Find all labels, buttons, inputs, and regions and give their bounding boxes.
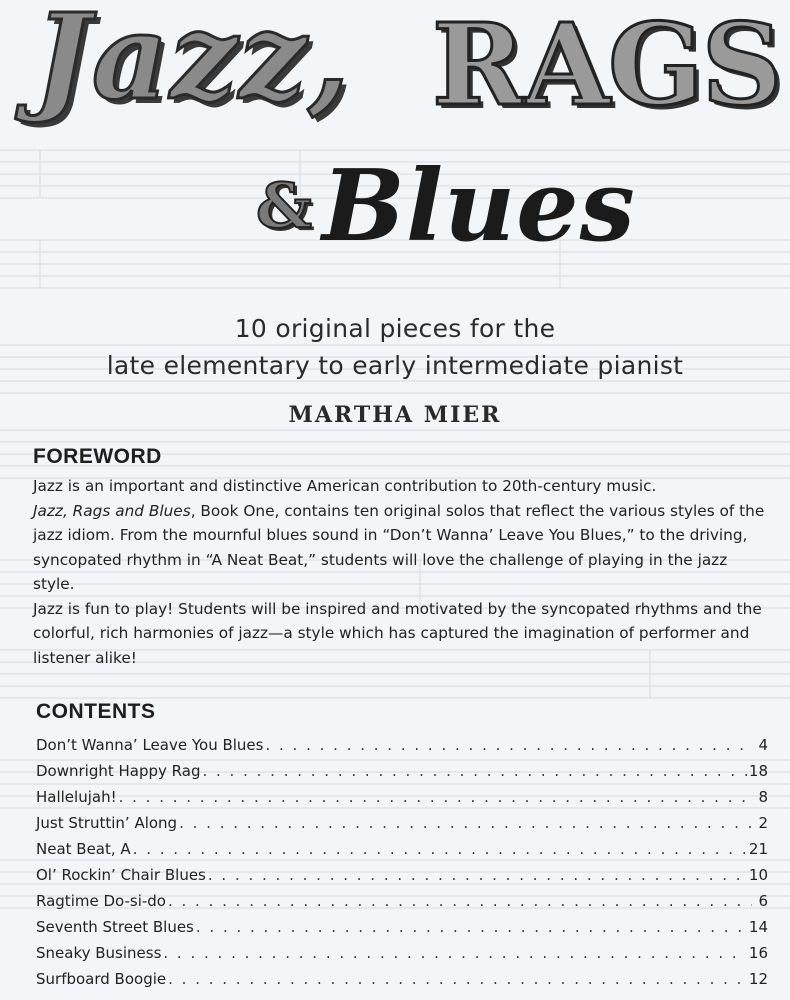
toc-entry-page: 2 xyxy=(758,814,768,832)
toc-entry-title: Neat Beat, A xyxy=(36,840,131,858)
toc-entry-page: 4 xyxy=(758,736,768,754)
toc-entry-title: Hallelujah! xyxy=(36,788,117,806)
toc-entry-page: 18 xyxy=(748,762,768,780)
toc-entry xyxy=(36,940,768,966)
subtitle-line-2: late elementary to early intermediate pianist xyxy=(106,351,684,380)
toc-entry xyxy=(36,810,768,836)
toc-entry-title: Seventh Street Blues xyxy=(36,918,194,936)
toc-entry-page: 6 xyxy=(758,892,768,910)
toc-entry xyxy=(36,732,768,758)
foreword-text xyxy=(33,474,773,670)
table-of-contents xyxy=(36,732,768,992)
toc-entry-title: Ragtime Do-si-do xyxy=(36,892,166,910)
toc-dot-leader xyxy=(202,758,746,784)
toc-entry-title: Surfboard Boogie xyxy=(36,970,167,988)
title-ampersand: & xyxy=(256,169,312,242)
foreword-paragraph-1 xyxy=(33,474,773,597)
foreword-paragraph-2: Jazz is fun to play! Students will be inspired and motivated by the syncopated rhythms and the colorful, rich harmonies of jazz—a style which has captured the imagination of performer and listener alike! xyxy=(33,599,762,667)
toc-entry-title: Just Struttin’ Along xyxy=(36,814,178,832)
toc-dot-leader xyxy=(168,888,752,914)
toc-dot-leader xyxy=(179,810,752,836)
toc-dot-leader xyxy=(208,862,747,888)
toc-entry xyxy=(36,914,768,940)
toc-entry xyxy=(36,758,768,784)
foreword-book-title: Jazz, Rags and Blues xyxy=(33,501,191,520)
foreword-heading: FOREWORD xyxy=(33,445,162,468)
toc-dot-leader xyxy=(265,732,752,758)
subtitle-line-1: 10 original pieces for the xyxy=(234,314,556,343)
toc-dot-leader xyxy=(196,914,747,940)
title-word-jazz: Jazz, xyxy=(34,0,352,126)
toc-entry-title: Ol’ Rockin’ Chair Blues xyxy=(36,866,206,884)
toc-entry-page: 8 xyxy=(758,788,768,806)
toc-dot-leader xyxy=(119,784,752,810)
toc-entry xyxy=(36,836,768,862)
toc-entry-page: 12 xyxy=(748,970,768,988)
toc-entry-page: 10 xyxy=(748,866,768,884)
toc-entry-page: 14 xyxy=(748,918,768,936)
toc-entry-title: Don’t Wanna’ Leave You Blues xyxy=(36,736,264,754)
toc-entry-title: Downright Happy Rag xyxy=(36,762,201,780)
title-word-blues: Blues xyxy=(322,149,636,264)
toc-entry-title: Sneaky Business xyxy=(36,944,162,962)
toc-dot-leader xyxy=(168,966,747,992)
foreword-p1-intro: Jazz is an important and distinctive American contribution to 20th-century music. xyxy=(33,477,657,495)
toc-entry-page: 21 xyxy=(748,840,768,858)
title-word-rags: RAGS xyxy=(432,0,781,131)
toc-dot-leader xyxy=(163,940,747,966)
author-name: MARTHA MIER xyxy=(288,402,502,428)
toc-entry xyxy=(36,784,768,810)
contents-heading: CONTENTS xyxy=(36,700,156,723)
toc-entry xyxy=(36,966,768,992)
toc-entry xyxy=(36,862,768,888)
toc-entry-page: 16 xyxy=(748,944,768,962)
toc-dot-leader xyxy=(133,836,747,862)
foreword-p1-rest: , Book One, contains ten original solos that reflect the various styles of the jazz idiom. From the mournful blues sound in “Don’t Wanna’ Leave You Blues,” to the driving, syncopated rhythm in “A Neat Beat,” students will love the challenge of playing in the jazz style. xyxy=(33,501,765,593)
toc-entry xyxy=(36,888,768,914)
